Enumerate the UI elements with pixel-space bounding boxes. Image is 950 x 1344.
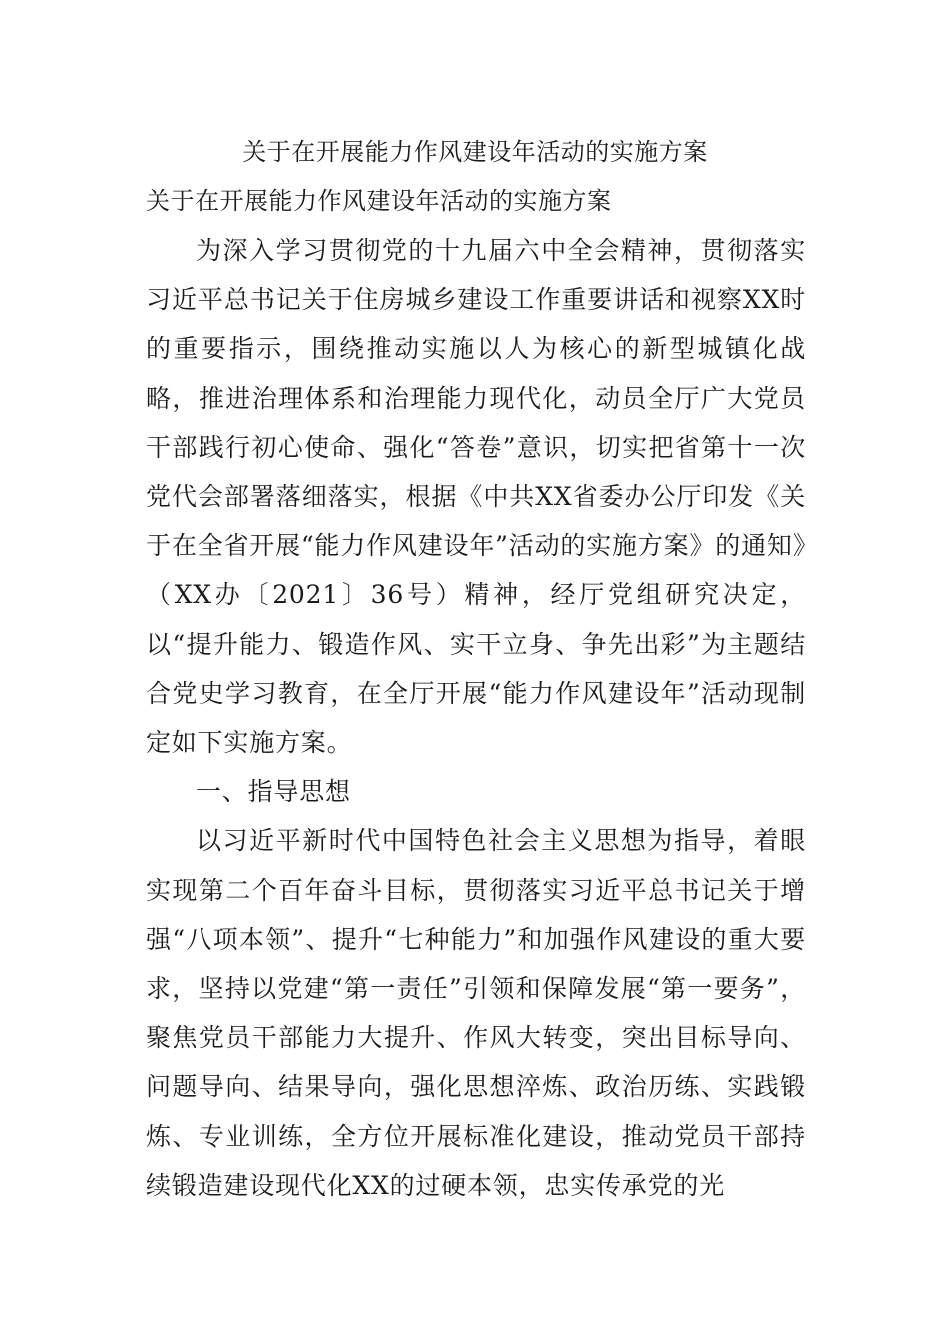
- section-paragraph-guiding-thought: 以习近平新时代中国特色社会主义思想为指导，着眼实现第二个百年奋斗目标，贯彻落实习近平总书记关于增强“八项本领”、提升“七种能力”和加强作风建设的重大要求，坚持以党建“第一责任”引领和保障发展“第一要务”，聚焦党员干部能力大提升、作风大转变，突出目标导向、问题导向、结果导向，强化思想淬炼、政治历练、实践锻炼、专业训练，全方位开展标准化建设，推动党员干部持续锻造建设现代化XX的过硬本领，忠实传承党的光: [146, 826, 806, 1200]
- document-body: [146, 226, 806, 1210]
- document-title: 关于在开展能力作风建设年活动的实施方案: [242, 138, 708, 166]
- document-subtitle: 关于在开展能力作风建设年活动的实施方案: [146, 187, 612, 215]
- intro-paragraph: 为深入学习贯彻党的十九届六中全会精神，贯彻落实习近平总书记关于住房城乡建设工作重要讲话和视察XX时的重要指示，围绕推动实施以人为核心的新型城镇化战略，推进治理体系和治理能力现代化，动员全厅广大党员干部践行初心使命、强化“答卷”意识，切实把省第十一次党代会部署落细落实，根据《中共XX省委办公厅印发《关于在全省开展“能力作风建设年”活动的实施方案》的通知》（XX办〔2021〕36号）精神，经厅党组研究决定，以“提升能力、锻造作风、实干立身、争先出彩”为主题结合党史学习教育，在全厅开展“能力作风建设年”活动现制定如下实施方案。: [146, 236, 806, 758]
- section-heading-guiding-thought: 一、指导思想: [196, 777, 351, 807]
